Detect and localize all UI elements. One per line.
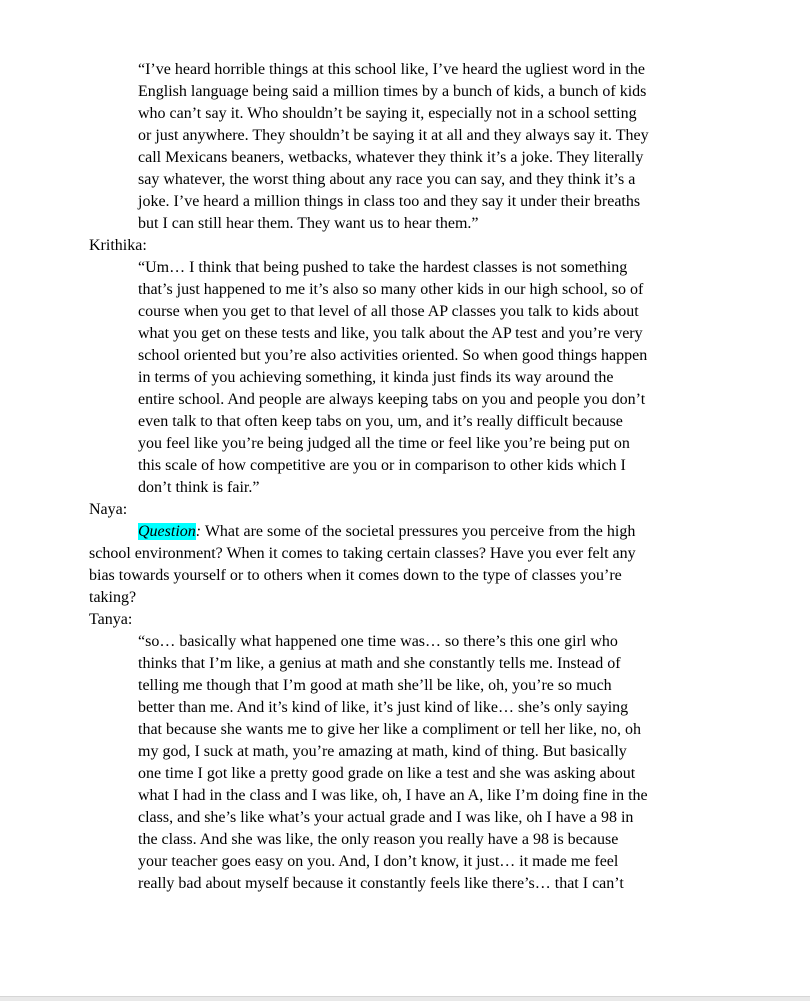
quote-line: my god, I suck at math, you’re amazing at math, kind of thing. But basically [138,743,627,760]
speaker-label-tanya: Tanya: [89,611,133,628]
quote-line: “so… basically what happened one time was… so there’s this one girl who [138,633,618,650]
question-first-line [89,521,717,543]
question-block [89,521,717,609]
question-line: taking? [89,589,137,606]
quote-line: call Mexicans beaners, wetbacks, whatever they think it’s a joke. They literally [138,149,644,166]
speaker-label-naya: Naya: [89,501,128,518]
quote-line: entire school. And people are always keeping tabs on you and people you don’t [138,391,646,408]
question-line: bias towards yourself or to others when it comes down to the type of classes you’re [89,567,622,584]
quote-line: you feel like you’re being judged all the time or feel like you’re being put on [138,435,630,452]
question-line: school environment? When it comes to taking certain classes? Have you ever felt any [89,545,636,562]
quote-line: your teacher goes easy on you. And, I don’t know, it just… it made me feel [138,853,619,870]
quote-line: even talk to that often keep tabs on you, um, and it’s really difficult because [138,413,623,430]
quote-line: what you get on these tests and like, you talk about the AP test and you’re very [138,325,643,342]
question-highlight-label: Question [138,523,196,540]
transcript-body [89,59,717,895]
quote-line: or just anywhere. They shouldn’t be saying it at all and they always say it. They [138,127,649,144]
quote-line: telling me though that I’m good at math she’ll be like, oh, you’re so much [138,677,612,694]
quote-line: better than me. And it’s kind of like, it’s just kind of like… she’s only saying [138,699,629,716]
quote-line: English language being said a million times by a bunch of kids, a bunch of kids [138,83,647,100]
quote-line: don’t think is fair.” [138,479,260,496]
quote-line: “I’ve heard horrible things at this school like, I’ve heard the ugliest word in the [138,61,645,78]
quote-line: one time I got like a pretty good grade on like a test and she was asking about [138,765,636,782]
quote-line: who can’t say it. Who shouldn’t be saying it, especially not in a school setting [138,105,637,122]
quote-line: that because she wants me to give her like a compliment or tell her like, no, oh [138,721,641,738]
quote-block-2 [89,257,717,499]
quote-line: thinks that I’m like, a genius at math and she constantly tells me. Instead of [138,655,621,672]
quote-line: “Um… I think that being pushed to take the hardest classes is not something [138,259,628,276]
question-colon: : [195,523,202,540]
quote-line: this scale of how competitive are you or in comparison to other kids which I [138,457,626,474]
quote-line: that’s just happened to me it’s also so many other kids in our high school, so of [138,281,644,298]
speaker-label-krithika: Krithika: [89,237,147,254]
quote-line: the class. And she was like, the only reason you really have a 98 is because [138,831,619,848]
quote-line: in terms of you achieving something, it kinda just finds its way around the [138,369,614,386]
quote-line: but I can still hear them. They want us to hear them.” [138,215,479,232]
question-text: What are some of the societal pressures you perceive from the high [201,523,636,540]
quote-block-1 [89,59,717,235]
quote-line: say whatever, the worst thing about any race you can say, and they think it’s a [138,171,636,188]
quote-line: course when you get to that level of all those AP classes you talk to kids about [138,303,639,320]
quote-line: school oriented but you’re also activities oriented. So when good things happen [138,347,648,364]
quote-line: joke. I’ve heard a million things in class too and they say it under their breaths [138,193,641,210]
quote-line: class, and she’s like what’s your actual grade and I was like, oh I have a 98 in [138,809,634,826]
page-bottom-edge [0,996,810,1001]
quote-block-3 [89,631,717,895]
quote-line: what I had in the class and I was like, oh, I have an A, like I’m doing fine in the [138,787,648,804]
quote-line: really bad about myself because it constantly feels like there’s… that I can’t [138,875,624,892]
